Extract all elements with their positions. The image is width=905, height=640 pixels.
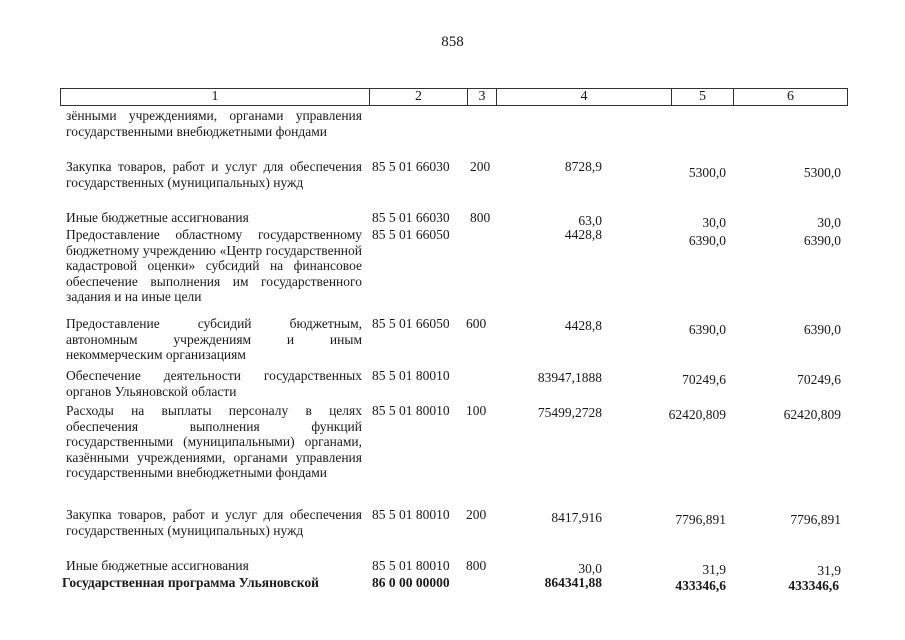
row-expense-type: 800 [466,558,487,573]
row-name: Закупка товаров, работ и услуг для обеспечения государственных (муниципальных) нужд [66,159,362,190]
row-value-5: 6390,0 [688,322,726,337]
table-header [60,88,848,106]
column-header-5: 5 [699,89,706,104]
column-header-3: 3 [478,89,486,104]
row-expense-type: 800 [470,210,491,225]
row-value-5: 62420,809 [668,407,726,422]
column-header-4: 4 [580,89,588,104]
row-name: Обеспечение деятельности государственных органов Ульяновской области [66,368,362,399]
column-header-6: 6 [787,89,794,104]
row-code: 85 5 01 80010 [372,558,450,573]
row-value-6: 70249,6 [797,372,841,387]
row-code: 85 5 01 66050 [372,227,450,242]
row-value-6: 7796,891 [790,512,841,527]
row-value-5: 433346,6 [675,578,726,593]
row-value-4: 30,0 [578,561,602,576]
row-value-4: 864341,88 [544,575,602,590]
row-code: 85 5 01 66030 [372,159,450,174]
row-code: 85 5 01 80010 [372,403,450,418]
row-name: Закупка товаров, работ и услуг для обеспечения государственных (муниципальных) нужд [66,507,362,538]
row-code: 86 0 00 00000 [372,575,450,590]
row-value-4: 4428,8 [564,318,602,333]
row-value-4: 63,0 [578,213,602,228]
row-value-4: 75499,2728 [537,405,602,420]
row-value-4: 8417,916 [551,510,602,525]
column-header-2: 2 [415,89,422,104]
row-value-5: 5300,0 [688,165,726,180]
row-value-5: 6390,0 [688,233,726,248]
row-value-6: 433346,6 [788,578,839,593]
row-code: 85 5 01 66030 [372,210,450,225]
row-value-4: 4428,8 [564,227,602,242]
row-value-5: 31,9 [702,562,726,577]
row-value-6: 5300,0 [803,165,841,180]
row-expense-type: 200 [466,507,487,522]
row-value-6: 31,9 [817,563,841,578]
row-expense-type: 100 [466,403,487,418]
row-name: Иные бюджетные ассигнования [66,210,249,225]
row-value-6: 6390,0 [803,233,841,248]
row-value-5: 7796,891 [675,512,726,527]
row-value-6: 6390,0 [803,322,841,337]
row-code: 85 5 01 66050 [372,316,450,331]
row-value-5: 70249,6 [682,372,726,387]
row-code: 85 5 01 80010 [372,507,450,522]
row-expense-type: 200 [470,159,491,174]
row-code: 85 5 01 80010 [372,368,450,383]
row-name: зёнными учреждениями, органами управления государственными внебюджетными фондами [66,108,362,139]
row-expense-type: 600 [466,316,487,331]
row-value-6: 30,0 [817,215,841,230]
row-value-5: 30,0 [702,215,726,230]
row-name: Государственная программа Ульяновской [62,575,319,590]
row-value-6: 62420,809 [783,407,841,422]
row-name: Предоставление областному государственному бюджетному учреждению «Центр государственной кадастровой оценки» субсидий на финансовое обеспечение выполнения им государственного задания и на иные цели [66,227,362,304]
row-value-4: 83947,1888 [537,370,602,385]
column-header-1: 1 [211,89,219,104]
row-value-4: 8728,9 [564,159,602,174]
row-name: Предоставление субсидий бюджетным, автономным учреждениям и иным некоммерческим организациям [66,316,362,362]
row-name: Иные бюджетные ассигнования [66,558,249,573]
page-number: 858 [441,34,464,50]
row-name: Расходы на выплаты персоналу в целях обеспечения выполнения функций государственными (муниципальными) органами, казёнными учреждениями, органами управления государственными внебюджетными фондами [66,403,362,480]
